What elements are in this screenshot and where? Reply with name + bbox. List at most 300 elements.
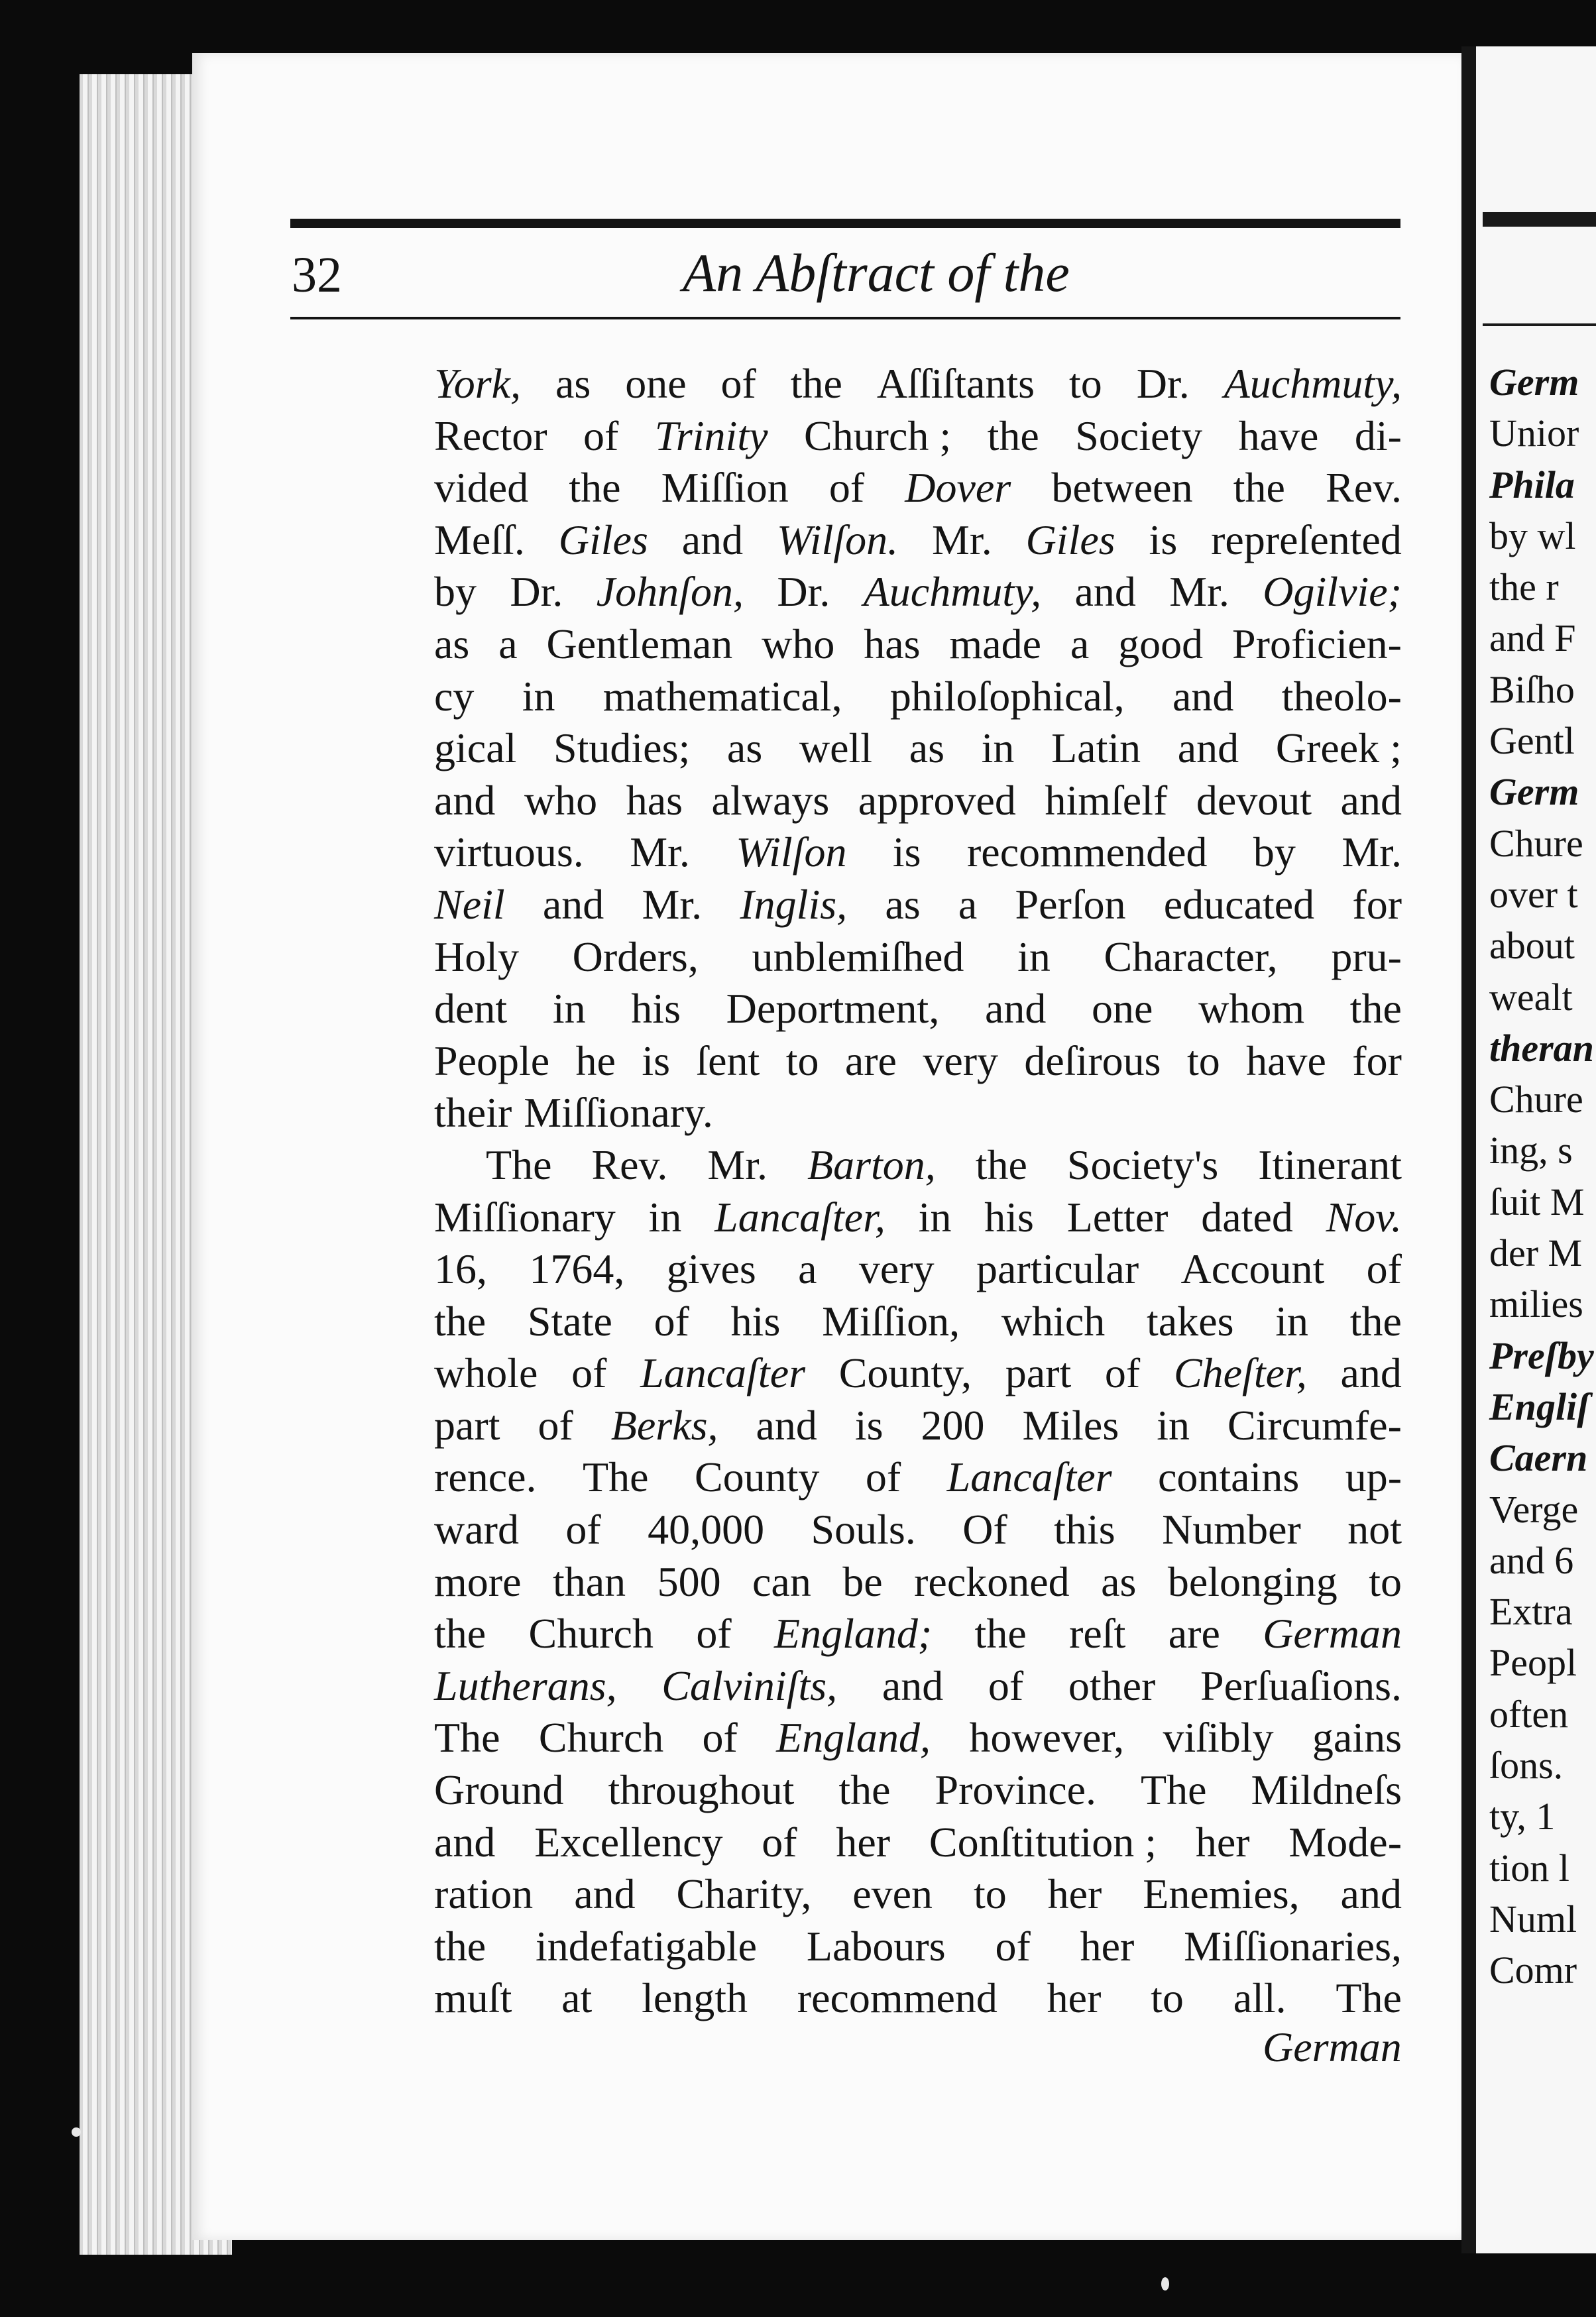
word: Miles — [1022, 1401, 1119, 1449]
word: the — [790, 360, 842, 407]
word: the — [838, 1766, 891, 1814]
word: of — [565, 1506, 601, 1554]
word: reckoned — [914, 1557, 1070, 1605]
word: Lancaſter — [640, 1349, 805, 1397]
word: and — [756, 1401, 817, 1449]
word: and — [434, 1818, 496, 1866]
word: part — [434, 1401, 500, 1449]
word: one — [625, 360, 687, 407]
word: a — [958, 880, 978, 928]
word: takes — [1147, 1297, 1234, 1345]
word: Excellency — [534, 1818, 723, 1866]
word: pru- — [1331, 932, 1402, 980]
word: Souls. — [811, 1506, 916, 1554]
word: Church ; — [803, 412, 952, 459]
text-line — [434, 1139, 1402, 1192]
word: Nov. — [1326, 1193, 1402, 1241]
word: Giles — [1025, 516, 1115, 563]
word: Labours — [806, 1922, 946, 1970]
word: Wilſon. — [777, 516, 899, 563]
text-line — [434, 1192, 1402, 1244]
word: deſirous — [1024, 1037, 1161, 1084]
word: Circumfe- — [1227, 1401, 1402, 1449]
word: belonging — [1167, 1557, 1338, 1605]
word: philoſophical, — [889, 672, 1125, 720]
word: and — [1340, 776, 1402, 824]
word: and — [681, 516, 744, 563]
catchword: German — [1263, 2023, 1402, 2070]
facing-line: ſons. — [1489, 1744, 1564, 1787]
word: di- — [1354, 412, 1402, 459]
word: unblemiſhed — [752, 932, 964, 980]
word: Meſſ. — [434, 516, 525, 563]
word: rence. — [434, 1453, 537, 1501]
word: Dr. — [1136, 360, 1190, 407]
word: Mr. — [707, 1141, 768, 1188]
word: Lancaſter — [946, 1453, 1112, 1501]
text-line — [434, 1400, 1402, 1452]
word: the — [987, 412, 1039, 459]
word: however, — [969, 1714, 1125, 1762]
word: very — [858, 1245, 935, 1293]
word: and — [1074, 568, 1136, 616]
word: for — [1352, 1037, 1402, 1084]
facing-line: over t — [1489, 872, 1578, 916]
word: The — [434, 1714, 500, 1762]
word: of — [995, 1922, 1031, 1970]
word: between — [1051, 464, 1193, 512]
word: and — [882, 1662, 944, 1709]
word: in — [552, 985, 586, 1033]
word: of — [583, 412, 619, 459]
word: and — [1340, 1870, 1402, 1918]
word: throughout — [608, 1766, 795, 1814]
word: as — [909, 724, 944, 772]
word: he — [575, 1037, 616, 1084]
word: dent — [434, 985, 508, 1033]
word: of — [865, 1453, 901, 1501]
word: viſibly — [1163, 1714, 1274, 1762]
word: Trinity — [654, 412, 768, 459]
text-line — [434, 1243, 1402, 1296]
word: Church — [528, 1610, 654, 1658]
word: of — [696, 1610, 732, 1658]
word: Auchmuty, — [863, 568, 1042, 616]
word: Mr. — [642, 880, 703, 928]
word: Itinerant — [1258, 1141, 1402, 1188]
facing-line: by wl — [1489, 514, 1576, 557]
word: The — [1336, 1974, 1402, 2022]
facing-line: ty, 1 — [1489, 1795, 1556, 1838]
word: mathematical, — [602, 672, 842, 720]
word: educated — [1163, 880, 1315, 928]
word: of — [538, 1401, 573, 1449]
word: recommended — [966, 828, 1208, 876]
word: as — [726, 724, 763, 772]
word: to — [1369, 1557, 1402, 1605]
word: Perſuaſions. — [1200, 1662, 1402, 1709]
word: is — [854, 1401, 883, 1449]
text-line — [434, 1817, 1402, 1869]
word: this — [1054, 1506, 1115, 1554]
word: and — [1177, 724, 1239, 772]
facing-line: Germ — [1489, 770, 1579, 814]
facing-line: der M — [1489, 1231, 1583, 1275]
word: in — [918, 1193, 952, 1241]
text-line — [434, 879, 1402, 931]
word: gains — [1312, 1714, 1402, 1762]
word: Studies; — [553, 724, 691, 772]
word: recommend — [797, 1974, 997, 2022]
word: Orders, — [572, 932, 699, 980]
text-line — [434, 566, 1402, 618]
word: theolo- — [1281, 672, 1402, 720]
word: Dover — [905, 464, 1011, 512]
word: particular — [976, 1245, 1139, 1293]
word: Character, — [1104, 932, 1278, 980]
word: The — [1140, 1766, 1207, 1814]
word: Miſſionary. — [524, 1089, 713, 1137]
word: a — [498, 620, 518, 667]
book-gutter — [1461, 46, 1476, 2253]
word: of — [720, 360, 756, 407]
word: whom — [1198, 985, 1305, 1033]
word: The — [582, 1453, 649, 1501]
text-line — [434, 722, 1402, 775]
word: cy — [434, 672, 475, 720]
word: Mr. — [1341, 828, 1402, 876]
word: Holy — [434, 932, 519, 980]
word: always — [711, 776, 830, 824]
word: County, — [838, 1349, 972, 1397]
word: his — [730, 1297, 781, 1345]
word: Account — [1180, 1245, 1325, 1293]
text-line — [434, 410, 1402, 463]
word: length — [642, 1974, 748, 2022]
text-line — [434, 1608, 1402, 1660]
text-line — [434, 775, 1402, 827]
word: Berks, — [610, 1401, 718, 1449]
word: at — [561, 1974, 593, 2022]
facing-line: Biſho — [1489, 667, 1575, 711]
facing-line: and 6 — [1489, 1538, 1574, 1582]
scan-speck — [1161, 2277, 1169, 2290]
word: and — [574, 1870, 636, 1918]
word: in — [648, 1193, 682, 1241]
word: than — [552, 1557, 626, 1605]
word: Dr. — [777, 568, 830, 616]
word: 1764, — [529, 1245, 625, 1293]
word: Dr. — [510, 568, 563, 616]
word: to — [785, 1037, 819, 1084]
word: Deportment, — [726, 985, 940, 1033]
text-line — [434, 1087, 1402, 1139]
word: very — [923, 1037, 999, 1084]
word: Miſſionary — [434, 1193, 616, 1241]
word: and — [434, 776, 496, 824]
word: is — [1149, 516, 1178, 563]
word: Johnſon, — [596, 568, 744, 616]
facing-line: theran — [1489, 1026, 1594, 1070]
word: County — [694, 1453, 820, 1501]
word: Proficien- — [1232, 620, 1402, 667]
word: Mr. — [1169, 568, 1229, 616]
text-line — [434, 358, 1402, 410]
head-rule-bottom — [290, 317, 1400, 319]
word: 40,000 — [648, 1506, 765, 1554]
word: Cheſter, — [1173, 1349, 1307, 1397]
word: even — [852, 1870, 933, 1918]
facing-line: Chure — [1489, 821, 1583, 865]
word: reſt — [1069, 1610, 1126, 1658]
text-line — [434, 1921, 1402, 1973]
word: Greek ; — [1275, 724, 1402, 772]
word: Ogilvie; — [1263, 568, 1402, 616]
word: the — [975, 1141, 1027, 1188]
word: in — [1017, 932, 1051, 980]
word: of — [571, 1349, 607, 1397]
word: Mildneſs — [1251, 1766, 1402, 1814]
word: one — [1092, 985, 1153, 1033]
facing-line: the r — [1489, 565, 1559, 609]
word: has — [626, 776, 683, 824]
word: Conſtitution ; — [929, 1818, 1157, 1866]
facing-line: Unior — [1489, 412, 1579, 455]
text-line — [434, 1764, 1402, 1817]
text-line — [434, 1296, 1402, 1348]
word: the — [434, 1922, 486, 1970]
word: vided — [434, 464, 529, 512]
word: their — [434, 1089, 512, 1137]
word: as — [885, 880, 921, 928]
word: Society's — [1066, 1141, 1219, 1188]
word: to — [1069, 360, 1102, 407]
facing-line: tion l — [1489, 1846, 1569, 1890]
word: muſt — [434, 1974, 512, 2022]
word: England, — [776, 1714, 931, 1762]
word: Neil — [434, 880, 505, 928]
word: her — [1047, 1870, 1102, 1918]
word: in — [981, 724, 1015, 772]
facing-line: Comr — [1489, 1949, 1577, 1992]
word: of — [828, 464, 865, 512]
word: as — [1101, 1557, 1137, 1605]
word: Auchmuty, — [1224, 360, 1402, 407]
word: be — [842, 1557, 883, 1605]
word: as — [434, 620, 470, 667]
facing-line: Extra — [1489, 1590, 1573, 1634]
word: Latin — [1051, 724, 1141, 772]
text-line — [434, 1504, 1402, 1556]
word: which — [1001, 1297, 1106, 1345]
word: who — [524, 776, 598, 824]
word: has — [864, 620, 921, 667]
word: can — [752, 1557, 811, 1605]
word: ration — [434, 1870, 534, 1918]
word: virtuous. — [434, 828, 584, 876]
word: 200 — [921, 1401, 985, 1449]
word: have — [1238, 412, 1319, 459]
text-line — [434, 618, 1402, 671]
word: Rector — [434, 412, 547, 459]
word: Province. — [935, 1766, 1096, 1814]
word: ward — [434, 1506, 519, 1554]
word: Lutherans, — [434, 1662, 617, 1709]
word: Lancaſter, — [714, 1193, 885, 1241]
word: Giles — [558, 516, 648, 563]
word: Mode- — [1288, 1818, 1402, 1866]
word: Church — [538, 1714, 664, 1762]
word: his — [631, 985, 681, 1033]
word: her — [836, 1818, 891, 1866]
text-line — [434, 1556, 1402, 1609]
word: the — [1349, 985, 1402, 1033]
word: is — [642, 1037, 670, 1084]
word: have — [1246, 1037, 1326, 1084]
running-head: An Abſtract of the — [683, 243, 1070, 303]
facing-line: ſuit M — [1489, 1180, 1585, 1223]
word: the — [569, 464, 621, 512]
word: by — [1253, 828, 1296, 876]
word: who — [762, 620, 835, 667]
word: and — [984, 985, 1047, 1033]
word: Miſſion — [661, 464, 789, 512]
word: her — [1195, 1818, 1250, 1866]
word: approved — [858, 776, 1016, 824]
word: and — [1340, 1349, 1402, 1397]
word: not — [1347, 1506, 1402, 1554]
body-text — [434, 358, 1402, 2025]
word: himſelf — [1045, 776, 1168, 824]
text-line — [434, 462, 1402, 514]
page-number: 32 — [292, 247, 342, 303]
word: of — [762, 1818, 797, 1866]
word: are — [1168, 1610, 1220, 1658]
word: the — [1349, 1297, 1402, 1345]
facing-line: wealt — [1489, 975, 1573, 1019]
facing-line: about — [1489, 924, 1575, 968]
word: in — [522, 672, 555, 720]
head-rule-top — [290, 219, 1400, 228]
word: People — [434, 1037, 550, 1084]
word: Of — [962, 1506, 1007, 1554]
text-line — [434, 671, 1402, 723]
word: 16, — [434, 1245, 487, 1293]
word: Perſon — [1015, 880, 1126, 928]
scan-speck — [72, 2127, 81, 2137]
word: 500 — [657, 1557, 721, 1605]
facing-line: Peopl — [1489, 1641, 1577, 1685]
word: whole — [434, 1349, 538, 1397]
word: Number — [1162, 1506, 1301, 1554]
word: Rev. — [591, 1141, 668, 1188]
text-line — [434, 826, 1402, 879]
facing-line: often — [1489, 1692, 1569, 1736]
facing-page — [1476, 46, 1596, 2253]
text-line — [434, 931, 1402, 984]
word: of — [654, 1297, 689, 1345]
word: in — [1157, 1401, 1190, 1449]
word: York, — [434, 360, 522, 407]
word: to — [1151, 1974, 1184, 2022]
facing-line: Caern — [1489, 1436, 1588, 1480]
word: for — [1352, 880, 1402, 928]
text-line — [434, 1972, 1402, 2025]
word: devout — [1196, 776, 1312, 824]
word: gical — [434, 724, 517, 772]
word: Rev. — [1326, 464, 1402, 512]
word: as — [555, 360, 591, 407]
word: dated — [1201, 1193, 1293, 1241]
word: the — [1233, 464, 1285, 512]
word: repreſented — [1211, 516, 1402, 563]
word: German — [1263, 1610, 1402, 1658]
word: part — [1005, 1349, 1072, 1397]
word: Aſſiſtants — [876, 360, 1035, 407]
text-line — [434, 983, 1402, 1035]
word: is — [892, 828, 921, 876]
text-line — [434, 1660, 1402, 1713]
word: Society — [1075, 412, 1203, 459]
text-line — [434, 1035, 1402, 1088]
text-line — [434, 1347, 1402, 1400]
facing-line: Gentl — [1489, 719, 1575, 763]
word: Letter — [1066, 1193, 1168, 1241]
word: Miſſionaries, — [1184, 1922, 1402, 1970]
word: a — [1070, 620, 1090, 667]
word: of — [1366, 1245, 1402, 1293]
word: the — [974, 1610, 1027, 1658]
word: England; — [773, 1610, 933, 1658]
word: more — [434, 1557, 522, 1605]
word: made — [949, 620, 1041, 667]
word: Inglis, — [740, 880, 848, 928]
word: by — [434, 568, 477, 616]
facing-head-rule — [1483, 212, 1596, 227]
word: a — [798, 1245, 817, 1293]
word: of — [988, 1662, 1024, 1709]
word: Charity, — [676, 1870, 812, 1918]
word: are — [844, 1037, 897, 1084]
text-line — [434, 1868, 1402, 1921]
facing-line: Verge — [1489, 1487, 1579, 1531]
facing-line: ing, s — [1489, 1129, 1573, 1172]
word: State — [527, 1297, 612, 1345]
facing-line: Phila — [1489, 463, 1575, 506]
word: Mr. — [932, 516, 992, 563]
word: Mr. — [630, 828, 690, 876]
word: to — [973, 1870, 1007, 1918]
word: Enemies, — [1143, 1870, 1300, 1918]
word: of — [702, 1714, 738, 1762]
word: indefatigable — [536, 1922, 758, 1970]
facing-line: Engliſ — [1489, 1385, 1590, 1428]
word: to — [1186, 1037, 1220, 1084]
word: Ground — [434, 1766, 564, 1814]
facing-line: Chure — [1489, 1078, 1583, 1121]
word: and — [1172, 672, 1234, 720]
word: gives — [666, 1245, 756, 1293]
word: Miſſion, — [822, 1297, 960, 1345]
word: ſent — [696, 1037, 760, 1084]
word: her — [1047, 1974, 1102, 2022]
word: Calviniſts, — [661, 1662, 838, 1709]
word: other — [1068, 1662, 1156, 1709]
facing-page-text — [1489, 357, 1596, 1996]
word: Gentleman — [546, 620, 733, 667]
text-line — [434, 514, 1402, 567]
facing-line: Germ — [1489, 361, 1579, 404]
